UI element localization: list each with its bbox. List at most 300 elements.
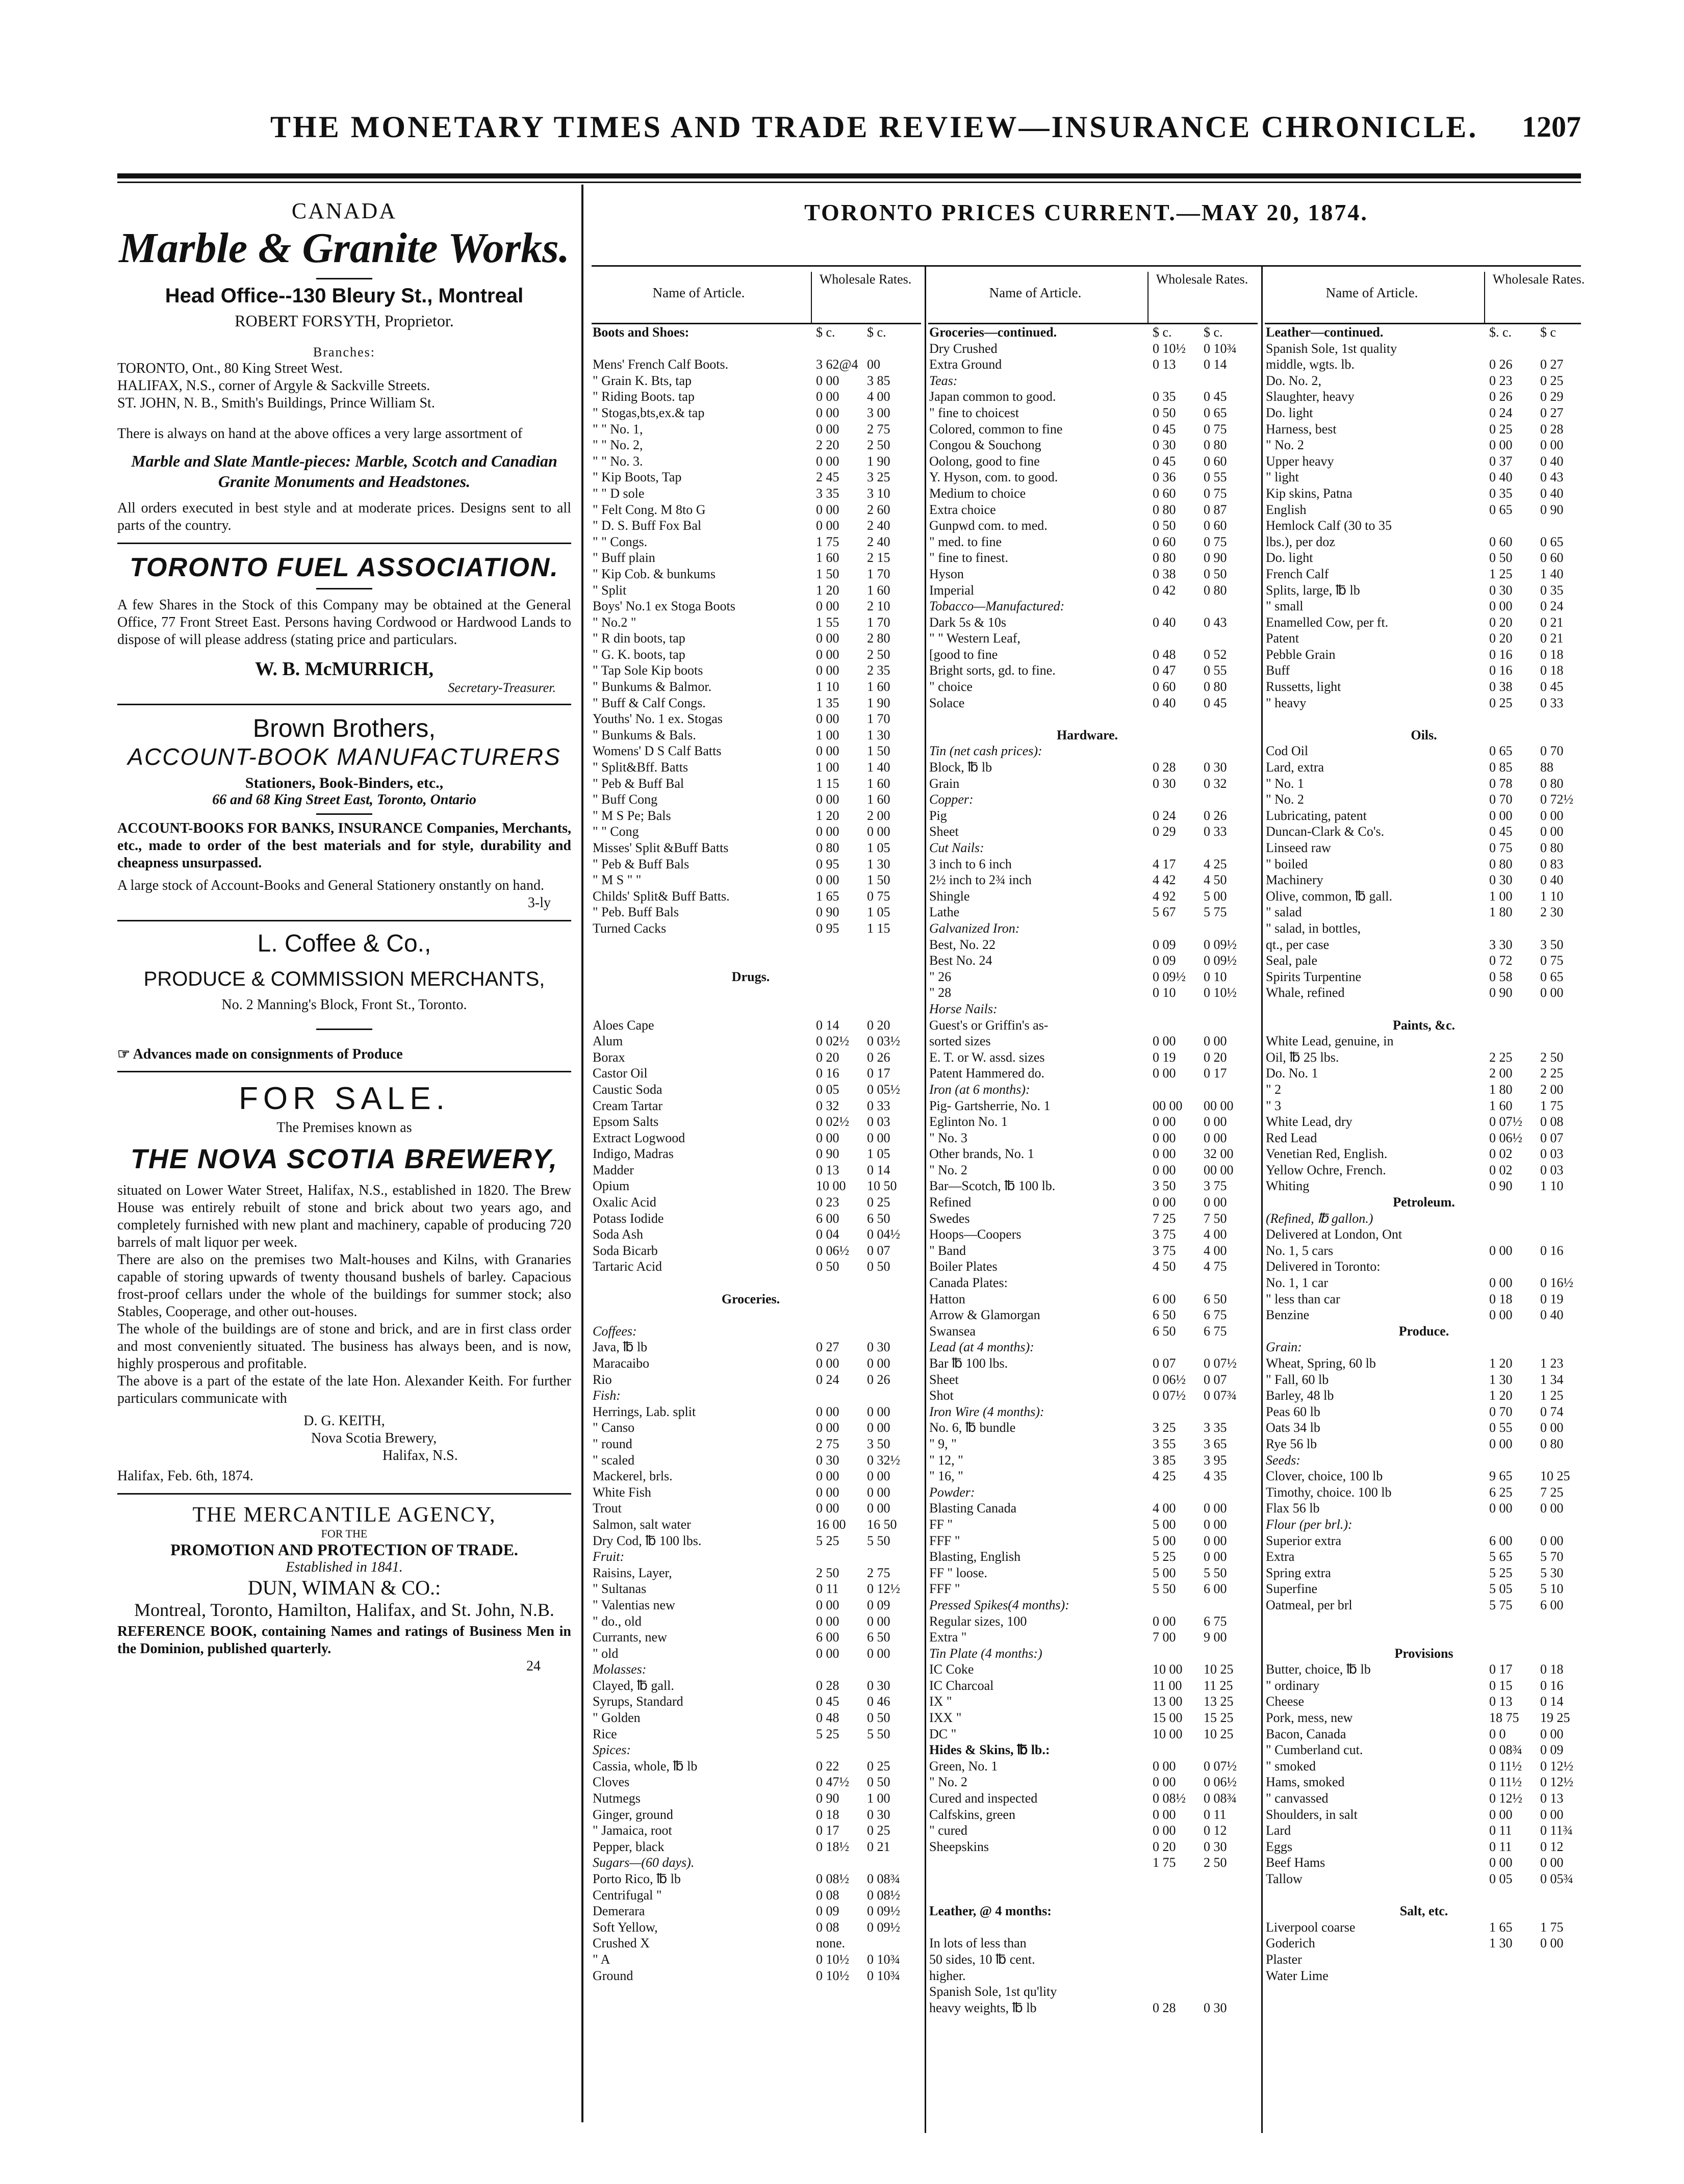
article-name: Cloves bbox=[593, 1775, 630, 1790]
price-high: 10 50 bbox=[867, 1178, 897, 1194]
prices-heading: TORONTO PRICES CURRENT.—MAY 20, 1874. bbox=[804, 199, 1368, 225]
masthead bbox=[117, 110, 1581, 156]
price-high: 1 70 bbox=[867, 614, 890, 630]
price-row bbox=[592, 1033, 921, 1049]
price-high: 1 70 bbox=[867, 711, 890, 727]
article-name: Clover, choice, 100 lb bbox=[1266, 1469, 1383, 1484]
price-row bbox=[928, 1162, 1258, 1178]
price-high: 3 75 bbox=[1204, 1178, 1227, 1194]
section-heading-row bbox=[1265, 1017, 1581, 1034]
article-name: " Canso bbox=[593, 1420, 635, 1435]
price-low: 1 65 bbox=[816, 888, 839, 904]
price-low: 16 00 bbox=[816, 1517, 846, 1532]
article-name: Salt, etc. bbox=[1399, 1904, 1448, 1919]
price-low: 0 37 bbox=[1489, 453, 1513, 469]
article-name: Currants, new bbox=[593, 1630, 667, 1645]
price-low: 0 30 bbox=[1489, 872, 1513, 888]
price-row bbox=[592, 953, 921, 969]
price-row bbox=[928, 969, 1258, 985]
price-high: 0 06½ bbox=[1204, 1775, 1237, 1790]
price-row bbox=[1265, 1935, 1581, 1951]
price-row bbox=[592, 1017, 921, 1034]
price-low: 0 00 bbox=[1153, 1613, 1176, 1629]
price-low: 00 00 bbox=[1153, 1098, 1183, 1113]
price-low: 1 35 bbox=[816, 695, 839, 710]
price-row bbox=[592, 985, 921, 1001]
price-low: 0 13 bbox=[1153, 357, 1176, 372]
price-row bbox=[592, 1581, 921, 1597]
ad-line: FOR THE bbox=[321, 1527, 368, 1540]
price-high: 0 21 bbox=[867, 1839, 890, 1854]
price-row bbox=[928, 711, 1258, 727]
article-name: " round bbox=[593, 1436, 632, 1451]
article-name: Soda Bicarb bbox=[593, 1243, 658, 1258]
price-row bbox=[592, 1065, 921, 1082]
price-high: 0 52 bbox=[1204, 647, 1227, 662]
price-low: 0 26 bbox=[1489, 389, 1513, 404]
article-name: Hatton bbox=[929, 1291, 965, 1306]
article-name: Raisins, Layer, bbox=[593, 1565, 672, 1580]
price-row bbox=[1265, 1484, 1581, 1501]
price-high: 0 00 bbox=[867, 824, 890, 839]
price-high: 1 15 bbox=[867, 920, 890, 936]
price-high: 0 14 bbox=[867, 1162, 890, 1177]
price-high: 0 75 bbox=[867, 888, 890, 904]
article-name: Y. Hyson, com. to good. bbox=[929, 470, 1058, 485]
price-high: 1 05 bbox=[867, 840, 890, 855]
price-row bbox=[928, 1258, 1258, 1275]
price-row bbox=[592, 1871, 921, 1887]
price-row bbox=[928, 953, 1258, 969]
article-name: " Kip Cob. & bunkums bbox=[593, 566, 716, 581]
article-name: Groceries—continued. bbox=[929, 325, 1057, 340]
article-name: Drugs. bbox=[731, 969, 770, 984]
article-name: Castor Oil bbox=[593, 1066, 648, 1081]
article-name: Demerara bbox=[593, 1904, 645, 1919]
price-row bbox=[592, 389, 921, 405]
price-row bbox=[928, 1372, 1258, 1388]
price-row bbox=[592, 1404, 921, 1420]
price-low: 0 45 bbox=[1153, 453, 1176, 469]
price-high: 0 00 bbox=[1204, 1533, 1227, 1548]
price-row bbox=[928, 1114, 1258, 1130]
article-name: Pressed Spikes(4 months): bbox=[929, 1597, 1069, 1612]
ad-date: Halifax, Feb. 6th, 1874. bbox=[117, 1468, 253, 1484]
article-name: Seeds: bbox=[1266, 1452, 1300, 1468]
price-row bbox=[1265, 1178, 1581, 1194]
price-row bbox=[1265, 1436, 1581, 1452]
price-row bbox=[928, 1065, 1258, 1082]
price-row bbox=[928, 341, 1258, 357]
price-low: 3 85 bbox=[1153, 1452, 1176, 1468]
price-low: 0 00 bbox=[816, 389, 839, 404]
price-row bbox=[928, 453, 1258, 470]
price-row bbox=[592, 1146, 921, 1162]
ad-title: Marble & Granite Works. bbox=[119, 224, 570, 272]
price-row bbox=[592, 1452, 921, 1469]
price-high: 0 00 bbox=[867, 1356, 890, 1371]
price-high: 0 27 bbox=[1540, 357, 1564, 372]
price-low: 0 60 bbox=[1153, 485, 1176, 501]
article-name: " " Cong bbox=[593, 824, 639, 839]
price-low: 0 00 bbox=[816, 1613, 839, 1629]
article-name: " salad bbox=[1266, 905, 1302, 920]
price-low: 0 90 bbox=[1489, 1178, 1513, 1194]
article-name: Medium to choice bbox=[929, 485, 1026, 501]
price-row bbox=[1265, 872, 1581, 888]
article-name: " light bbox=[1266, 470, 1299, 485]
price-row bbox=[1265, 582, 1581, 599]
article-name: IXX " bbox=[929, 1710, 962, 1726]
article-name: " canvassed bbox=[1266, 1791, 1329, 1806]
article-name: Duncan-Clark & Co's. bbox=[1266, 824, 1385, 839]
price-high: 0 50 bbox=[867, 1775, 890, 1790]
price-low: 0 05 bbox=[816, 1082, 839, 1097]
price-high: 0 21 bbox=[1540, 614, 1564, 630]
article-name: Provisions bbox=[1394, 1646, 1453, 1661]
ad-name: THE NOVA SCOTIA BREWERY, bbox=[130, 1144, 558, 1174]
price-low: 11 00 bbox=[1153, 1678, 1182, 1693]
price-high: 0 19 bbox=[1540, 1291, 1564, 1306]
ad-line: Stationers, Book-Binders, etc., bbox=[245, 775, 444, 791]
price-high: 0 00 bbox=[1540, 1855, 1564, 1870]
price-row bbox=[928, 356, 1258, 373]
ad-title: Brown Brothers, bbox=[252, 714, 436, 742]
price-low: 1 20 bbox=[816, 582, 839, 598]
price-high: 11 25 bbox=[1204, 1678, 1233, 1693]
article-name: Oil, ℔ 25 lbs. bbox=[1266, 1049, 1339, 1065]
price-high: 0 00 bbox=[1540, 438, 1564, 453]
price-row bbox=[592, 1758, 921, 1775]
price-high: 0 26 bbox=[867, 1372, 890, 1387]
price-row bbox=[928, 1178, 1258, 1194]
price-low: 0 65 bbox=[1489, 502, 1513, 517]
price-row bbox=[928, 534, 1258, 550]
article-name: Eglinton No. 1 bbox=[929, 1114, 1008, 1129]
price-row bbox=[928, 1726, 1258, 1742]
article-name: Womens' D S Calf Batts bbox=[593, 743, 722, 759]
price-row bbox=[592, 711, 921, 727]
price-low: 1 00 bbox=[1489, 888, 1513, 904]
article-name: Venetian Red, English. bbox=[1266, 1146, 1388, 1162]
page-number: 1207 bbox=[1522, 110, 1581, 143]
article-name: Caustic Soda bbox=[593, 1082, 662, 1097]
price-row bbox=[1265, 1420, 1581, 1436]
price-row bbox=[1265, 1065, 1581, 1082]
price-high: 1 23 bbox=[1540, 1356, 1564, 1371]
price-high: 00 bbox=[867, 357, 880, 372]
price-low: 0 45 bbox=[1153, 421, 1176, 436]
price-high: 10 25 bbox=[1540, 1469, 1570, 1484]
article-name: " fine to choicest bbox=[929, 405, 1019, 420]
article-name: Flour (per brl.): bbox=[1266, 1517, 1353, 1532]
price-high: 0 03 bbox=[1540, 1146, 1564, 1162]
price-low: 5 25 bbox=[1153, 1549, 1176, 1564]
price-low: 0 00 bbox=[816, 599, 839, 614]
article-name: Splits, large, ℔ lb bbox=[1266, 582, 1360, 598]
price-row bbox=[1265, 1549, 1581, 1565]
price-row bbox=[1265, 1774, 1581, 1790]
article-name: Clayed, ℔ gall. bbox=[593, 1678, 674, 1693]
price-high: 0 43 bbox=[1540, 470, 1564, 485]
price-row bbox=[1265, 1807, 1581, 1823]
category-row bbox=[928, 1742, 1258, 1758]
price-high: 1 40 bbox=[867, 760, 890, 775]
price-row bbox=[592, 1355, 921, 1372]
price-row bbox=[592, 1903, 921, 1919]
article-name: Java, ℔ lb bbox=[593, 1340, 648, 1355]
price-high: 3 25 bbox=[867, 470, 890, 485]
price-low: 5 00 bbox=[1153, 1533, 1176, 1548]
article-name: Molasses: bbox=[593, 1662, 647, 1677]
price-row bbox=[1265, 1871, 1581, 1887]
price-row bbox=[1265, 1968, 1581, 1984]
price-row bbox=[592, 405, 921, 421]
ad-body: A large stock of Account-Books and General Stationery onstantly on hand. bbox=[117, 878, 544, 893]
article-name: Madder bbox=[593, 1162, 634, 1177]
category-row bbox=[928, 1903, 1258, 1919]
price-row bbox=[1265, 1951, 1581, 1968]
price-row bbox=[1265, 550, 1581, 566]
article-name: Whale, refined bbox=[1266, 985, 1345, 1000]
price-row bbox=[1265, 679, 1581, 695]
price-high: 0 08 bbox=[1540, 1114, 1564, 1129]
column-header bbox=[928, 267, 1258, 324]
price-low: 1 00 bbox=[816, 760, 839, 775]
price-row bbox=[592, 630, 921, 647]
article-name: Cod Oil bbox=[1266, 743, 1309, 759]
price-high: 0 27 bbox=[1540, 405, 1564, 420]
article-name: No. 6, ℔ bundle bbox=[929, 1420, 1016, 1435]
price-low: 6 25 bbox=[1489, 1484, 1513, 1500]
article-name: " No. 3 bbox=[929, 1130, 967, 1145]
price-low: 0 00 bbox=[1153, 1066, 1176, 1081]
article-name: Aloes Cape bbox=[593, 1017, 654, 1033]
price-low: 4 00 bbox=[1153, 1501, 1176, 1516]
price-row bbox=[592, 421, 921, 438]
price-low: 4 92 bbox=[1153, 888, 1176, 904]
price-low: 0 00 bbox=[816, 373, 839, 388]
price-low: 1 20 bbox=[1489, 1356, 1513, 1371]
price-row bbox=[592, 1565, 921, 1581]
price-row bbox=[1265, 985, 1581, 1001]
article-name: Machinery bbox=[1266, 872, 1323, 888]
price-low: 0 02½ bbox=[816, 1034, 849, 1049]
price-low: 0 09 bbox=[816, 1904, 839, 1919]
article-name: Cassia, whole, ℔ lb bbox=[593, 1758, 698, 1774]
price-high: 7 50 bbox=[1204, 1211, 1227, 1226]
price-low: 0 00 bbox=[1489, 1243, 1513, 1258]
price-high: 2 00 bbox=[1540, 1082, 1564, 1097]
price-row bbox=[592, 373, 921, 389]
ad-title: FOR SALE. bbox=[239, 1081, 450, 1116]
price-high: 2 60 bbox=[867, 502, 890, 517]
price-high: 0 00 bbox=[867, 1420, 890, 1435]
price-row bbox=[1265, 1822, 1581, 1839]
price-high: 0 25 bbox=[867, 1195, 890, 1210]
article-name: Best, No. 22 bbox=[929, 937, 996, 952]
price-low: 4 25 bbox=[1153, 1469, 1176, 1484]
article-name: higher. bbox=[929, 1968, 966, 1983]
price-low: 0 18½ bbox=[816, 1839, 849, 1854]
ad-note-text: Advances made on consignments of Produce bbox=[133, 1046, 403, 1062]
price-row bbox=[928, 1468, 1258, 1484]
price-row bbox=[1265, 1291, 1581, 1307]
price-row bbox=[592, 1420, 921, 1436]
price-low: 0 00 bbox=[1153, 1114, 1176, 1129]
price-row bbox=[1265, 1162, 1581, 1178]
price-low: 3 30 bbox=[1489, 937, 1513, 952]
price-row bbox=[592, 1307, 921, 1323]
price-row bbox=[592, 1887, 921, 1904]
price-high: 0 75 bbox=[1204, 421, 1227, 436]
price-high: 0 25 bbox=[867, 1758, 890, 1774]
article-name: Fish: bbox=[593, 1388, 621, 1403]
price-low: 2 20 bbox=[816, 438, 839, 453]
price-rows bbox=[592, 324, 921, 1984]
article-name: Bright sorts, gd. to fine. bbox=[929, 663, 1056, 678]
price-low: 0 11 bbox=[816, 1581, 839, 1597]
article-name: " No.2 " bbox=[593, 614, 636, 630]
price-row bbox=[592, 1130, 921, 1146]
price-low: $ c. bbox=[1153, 325, 1172, 340]
price-high: 0 90 bbox=[1540, 502, 1564, 517]
price-high: 2 80 bbox=[867, 631, 890, 646]
article-name: Petroleum. bbox=[1393, 1195, 1455, 1210]
price-low: 6 00 bbox=[1489, 1533, 1513, 1548]
article-name: Extra Ground bbox=[929, 357, 1002, 372]
price-high: 1 60 bbox=[867, 582, 890, 598]
price-row bbox=[1265, 888, 1581, 905]
price-low: 0 30 bbox=[1153, 776, 1176, 791]
column-rate-header: Wholesale Rates. bbox=[811, 272, 919, 323]
price-high: 4 50 bbox=[1204, 872, 1227, 888]
price-high: 0 18 bbox=[1540, 1662, 1564, 1677]
article-name: Linseed raw bbox=[1266, 840, 1331, 855]
article-name: heavy weights, ℔ lb bbox=[929, 2000, 1037, 2015]
price-high: 0 03 bbox=[867, 1114, 890, 1129]
price-high: 1 30 bbox=[867, 727, 890, 742]
price-low: 0 22 bbox=[816, 1758, 839, 1774]
article-name: Beef Hams bbox=[1266, 1855, 1325, 1870]
price-row bbox=[592, 582, 921, 599]
price-high: 0 75 bbox=[1540, 953, 1564, 968]
price-row bbox=[928, 1243, 1258, 1259]
article-name: " Valentias new bbox=[593, 1597, 675, 1612]
section-heading-row bbox=[1265, 1323, 1581, 1340]
price-low: 0 25 bbox=[1489, 421, 1513, 436]
article-name: " " Western Leaf, bbox=[929, 631, 1020, 646]
price-high: 0 74 bbox=[1540, 1404, 1564, 1419]
price-column bbox=[928, 267, 1258, 2133]
price-low: 0 29 bbox=[1153, 824, 1176, 839]
price-high: 10 25 bbox=[1204, 1662, 1234, 1677]
price-high: 1 90 bbox=[867, 695, 890, 710]
column-header bbox=[1265, 267, 1585, 324]
price-high: 0 03½ bbox=[867, 1034, 900, 1049]
price-low: 0 40 bbox=[1489, 470, 1513, 485]
price-row bbox=[592, 759, 921, 776]
price-high: 0 05¾ bbox=[1540, 1871, 1573, 1886]
price-high: 4 00 bbox=[1204, 1227, 1227, 1242]
section-heading-row bbox=[1265, 727, 1581, 743]
ad-signature: W. B. McMURRICH, bbox=[254, 658, 434, 680]
price-row bbox=[928, 1871, 1258, 1887]
price-high: 0 30 bbox=[1204, 760, 1227, 775]
price-row bbox=[1265, 1130, 1581, 1146]
price-row bbox=[1265, 598, 1581, 614]
price-high: 0 40 bbox=[1540, 453, 1564, 469]
price-low: 0 00 bbox=[816, 502, 839, 517]
price-low: 2 75 bbox=[816, 1436, 839, 1451]
article-name: Iron (at 6 months): bbox=[929, 1082, 1030, 1097]
price-low: 0 28 bbox=[816, 1678, 839, 1693]
price-low: 2 25 bbox=[1489, 1049, 1513, 1065]
article-name: Spanish Sole, 1st qu'lity bbox=[929, 1984, 1057, 1999]
category-row bbox=[928, 1484, 1258, 1501]
price-high: 0 33 bbox=[867, 1098, 890, 1113]
price-low: 0 70 bbox=[1489, 1404, 1513, 1419]
price-row bbox=[928, 566, 1258, 582]
price-high: 0 00 bbox=[867, 1404, 890, 1419]
price-low: 0 78 bbox=[1489, 776, 1513, 791]
divider bbox=[316, 278, 372, 279]
article-name: Timothy, choice. 100 lb bbox=[1266, 1484, 1392, 1500]
price-row bbox=[592, 1484, 921, 1501]
article-name: Block, ℔ lb bbox=[929, 760, 992, 775]
column-rate-header: Wholesale Rates. bbox=[1147, 272, 1256, 323]
price-row bbox=[1265, 389, 1581, 405]
article-name: " Split&Bff. Batts bbox=[593, 760, 688, 775]
price-low: 0 90 bbox=[816, 1146, 839, 1162]
price-row bbox=[928, 437, 1258, 453]
price-row bbox=[1265, 1726, 1581, 1742]
price-low: 0 70 bbox=[1489, 792, 1513, 807]
price-high: 3 65 bbox=[1204, 1436, 1227, 1451]
price-high: 0 40 bbox=[1540, 485, 1564, 501]
price-low: 0 00 bbox=[1489, 1855, 1513, 1870]
price-row bbox=[1265, 1661, 1581, 1678]
ad-line: The Premises known as bbox=[276, 1120, 412, 1136]
price-low: 0 90 bbox=[816, 1791, 839, 1806]
price-row bbox=[592, 1275, 921, 1291]
price-low: 1 80 bbox=[1489, 1082, 1513, 1097]
price-row bbox=[928, 1661, 1258, 1678]
price-low: 0 10½ bbox=[816, 1968, 849, 1983]
article-name: Bar—Scotch, ℔ 100 lb. bbox=[929, 1178, 1056, 1194]
article-name: IC Charcoal bbox=[929, 1678, 994, 1693]
price-low: 3 25 bbox=[1153, 1420, 1176, 1435]
article-name: Hardware. bbox=[1056, 727, 1118, 742]
price-row bbox=[928, 1017, 1258, 1034]
price-high: 0 00 bbox=[867, 1646, 890, 1661]
section-heading-row bbox=[1265, 1903, 1581, 1919]
price-high: 0 24 bbox=[1540, 599, 1564, 614]
article-name: Hides & Skins, ℔ lb.: bbox=[929, 1742, 1050, 1758]
price-high: 1 50 bbox=[867, 872, 890, 888]
price-high: 0 00 bbox=[1540, 1501, 1564, 1516]
price-low: 0 06½ bbox=[1153, 1372, 1186, 1387]
article-name: Syrups, Standard bbox=[593, 1694, 683, 1709]
article-name: " G. K. boots, tap bbox=[593, 647, 685, 662]
ad-office: Head Office--130 Bleury St., Montreal bbox=[165, 285, 524, 307]
price-low: 0 07½ bbox=[1489, 1114, 1522, 1129]
price-row bbox=[1265, 356, 1581, 373]
price-row bbox=[592, 1436, 921, 1452]
article-name: IC Coke bbox=[929, 1662, 974, 1677]
price-row bbox=[1265, 1693, 1581, 1710]
price-low: 0 14 bbox=[816, 1017, 839, 1033]
